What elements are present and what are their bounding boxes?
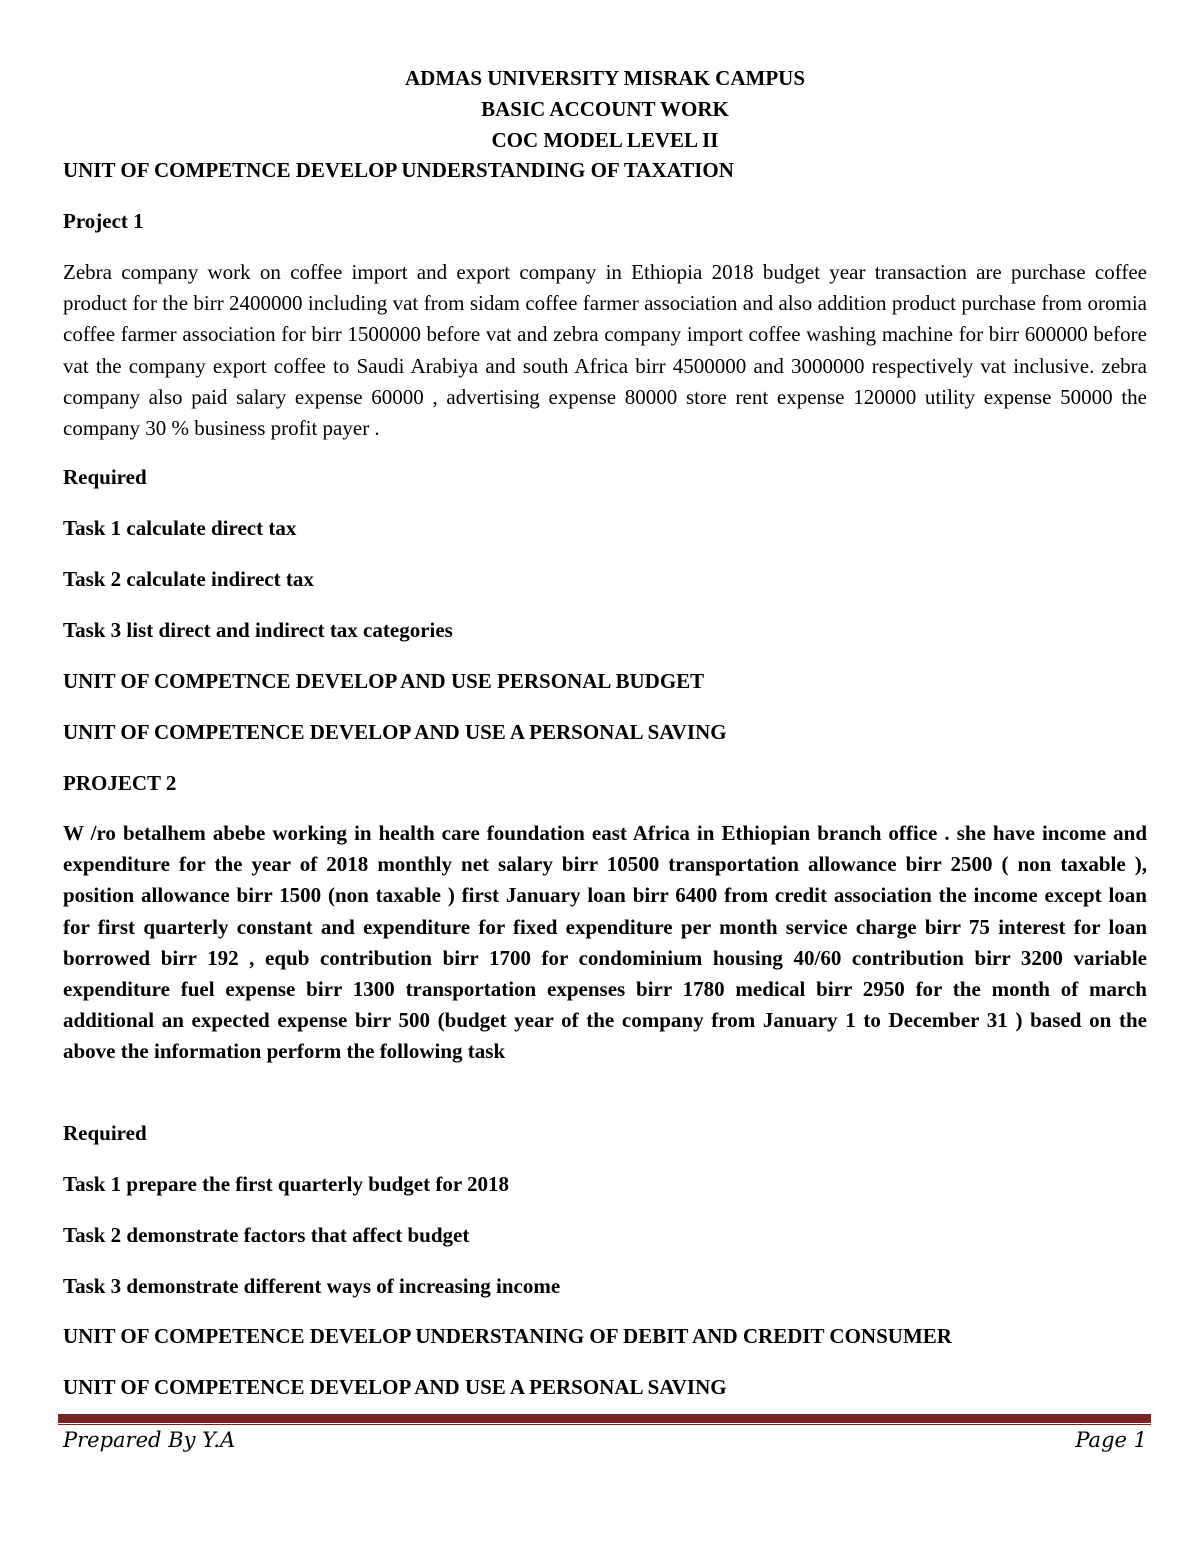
project-1-task-1: Task 1 calculate direct tax xyxy=(63,516,297,540)
document-page xyxy=(63,0,1147,1399)
footer-prepared-by: Prepared By Y.A xyxy=(63,1428,236,1452)
header-university: ADMAS UNIVERSITY MISRAK CAMPUS xyxy=(405,66,805,90)
project-2-task-1: Task 1 prepare the first quarterly budget for 2018 xyxy=(63,1172,510,1196)
footer-page-number: Page 1 xyxy=(1075,1428,1147,1452)
project-2-task-3: Task 3 demonstrate different ways of increasing income xyxy=(63,1274,561,1298)
project-2-title: PROJECT 2 xyxy=(63,771,177,795)
project-1-title: Project 1 xyxy=(63,209,144,233)
header-course: BASIC ACCOUNT WORK xyxy=(481,97,729,121)
project-1-task-3: Task 3 list direct and indirect tax categories xyxy=(63,618,453,642)
project-1-required: Required xyxy=(63,465,147,489)
project-2-required: Required xyxy=(63,1121,147,1145)
project-2-task-2: Task 2 demonstrate factors that affect budget xyxy=(63,1223,470,1247)
unit-personal-saving-heading: UNIT OF COMPETENCE DEVELOP AND USE A PERSONAL SAVING xyxy=(63,720,727,744)
unit-personal-saving-heading-2: UNIT OF COMPETENCE DEVELOP AND USE A PERSONAL SAVING xyxy=(63,1375,727,1399)
header-level: COC MODEL LEVEL II xyxy=(491,128,719,152)
project-1-task-2: Task 2 calculate indirect tax xyxy=(63,567,314,591)
footer-divider xyxy=(58,1414,1151,1423)
unit-personal-budget-heading: UNIT OF COMPETNCE DEVELOP AND USE PERSONAL BUDGET xyxy=(63,669,705,693)
unit-debit-credit-heading: UNIT OF COMPETENCE DEVELOP UNDERSTANING OF DEBIT AND CREDIT CONSUMER xyxy=(63,1324,952,1348)
unit-taxation-heading: UNIT OF COMPETNCE DEVELOP UNDERSTANDING OF TAXATION xyxy=(63,158,734,182)
project-1-body: Zebra company work on coffee import and export company in Ethiopia 2018 budget year transaction are purchase coffee product for the birr 2400000 including vat from sidam coffee farmer association and also addition product purchase from oromia coffee farmer association for birr 1500000 before vat and zebra company import coffee washing machine for birr 600000 before vat the company export coffee to Saudi Arabiya and south Africa birr 4500000 and 3000000 respectively vat inclusive. zebra company also paid salary expense 60000 , advertising expense 80000 store rent expense 120000 utility expense 50000 the company 30 % business profit payer . xyxy=(63,260,1147,441)
project-2-body: W /ro betalhem abebe working in health care foundation east Africa in Ethiopian branch office . she have income and expenditure for the year of 2018 monthly net salary birr 10500 transportation allowance birr 2500 ( non taxable ), position allowance birr 1500 (non taxable ) first January loan birr 6400 from credit association the income except loan for first quarterly constant and expenditure for fixed expenditure per month service charge birr 75 interest for loan borrowed birr 192 , equb contribution birr 1700 for condominium housing 40/60 contribution birr 3200 variable expenditure fuel expense birr 1300 transportation expenses birr 1780 medical birr 2950 for the month of march additional an expected expense birr 500 (budget year of the company from January 1 to December 31 ) based on the above the information perform the following task xyxy=(63,821,1147,1064)
